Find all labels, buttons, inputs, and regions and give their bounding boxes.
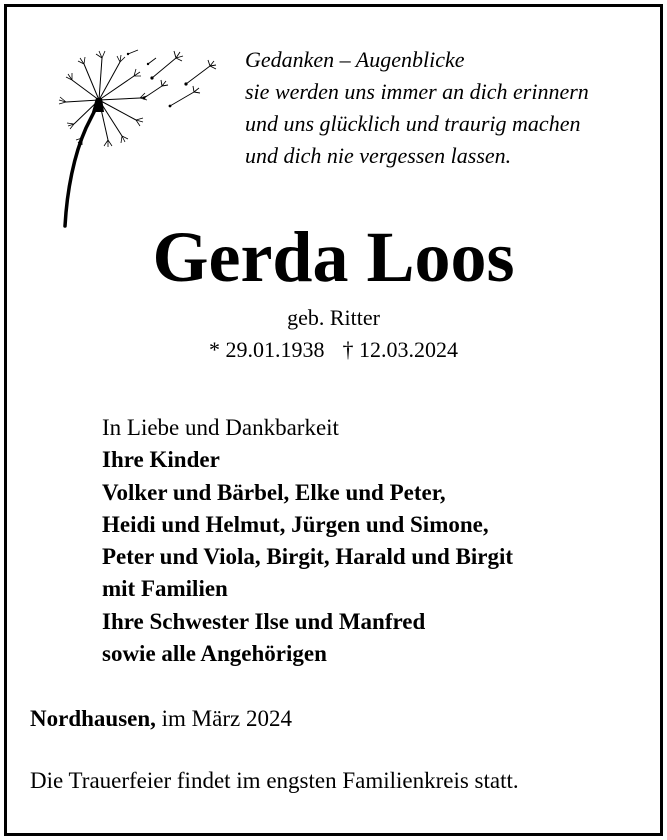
place-date: im März 2024	[161, 706, 292, 731]
birth-name: geb. Ritter	[287, 305, 380, 330]
deceased-name: Gerda Loos	[152, 217, 515, 297]
birth-date: * 29.01.1938	[209, 337, 325, 362]
poem-line: und uns glücklich und traurig machen	[245, 111, 581, 136]
mourners-intro: In Liebe und Dankbarkeit	[102, 415, 339, 440]
poem-line: Gedanken – Augenblicke	[245, 47, 465, 72]
life-dates	[0, 335, 667, 365]
poem	[245, 44, 589, 172]
mourner-line: Volker und Bärbel, Elke und Peter,	[102, 479, 446, 505]
mourner-line: sowie alle Angehörigen	[102, 641, 327, 667]
place-city: Nordhausen,	[30, 706, 156, 731]
service-note: Die Trauerfeier findet im engsten Familienkreis statt.	[30, 768, 519, 793]
mourner-line: Ihre Schwester Ilse und Manfred	[102, 608, 426, 634]
mourners-block	[102, 412, 513, 670]
poem-line: sie werden uns immer an dich erinnern	[245, 79, 589, 104]
mourner-line: Peter und Viola, Birgit, Harald und Birgit	[102, 544, 514, 570]
poem-line: und dich nie vergessen lassen.	[245, 143, 512, 168]
dandelion-icon	[52, 40, 237, 232]
mourner-line: Heidi und Helmut, Jürgen und Simone,	[102, 511, 489, 537]
mourner-line: Ihre Kinder	[102, 447, 220, 473]
death-date: † 12.03.2024	[342, 337, 458, 362]
mourner-line: mit Familien	[102, 576, 228, 602]
place-and-date	[30, 703, 292, 735]
